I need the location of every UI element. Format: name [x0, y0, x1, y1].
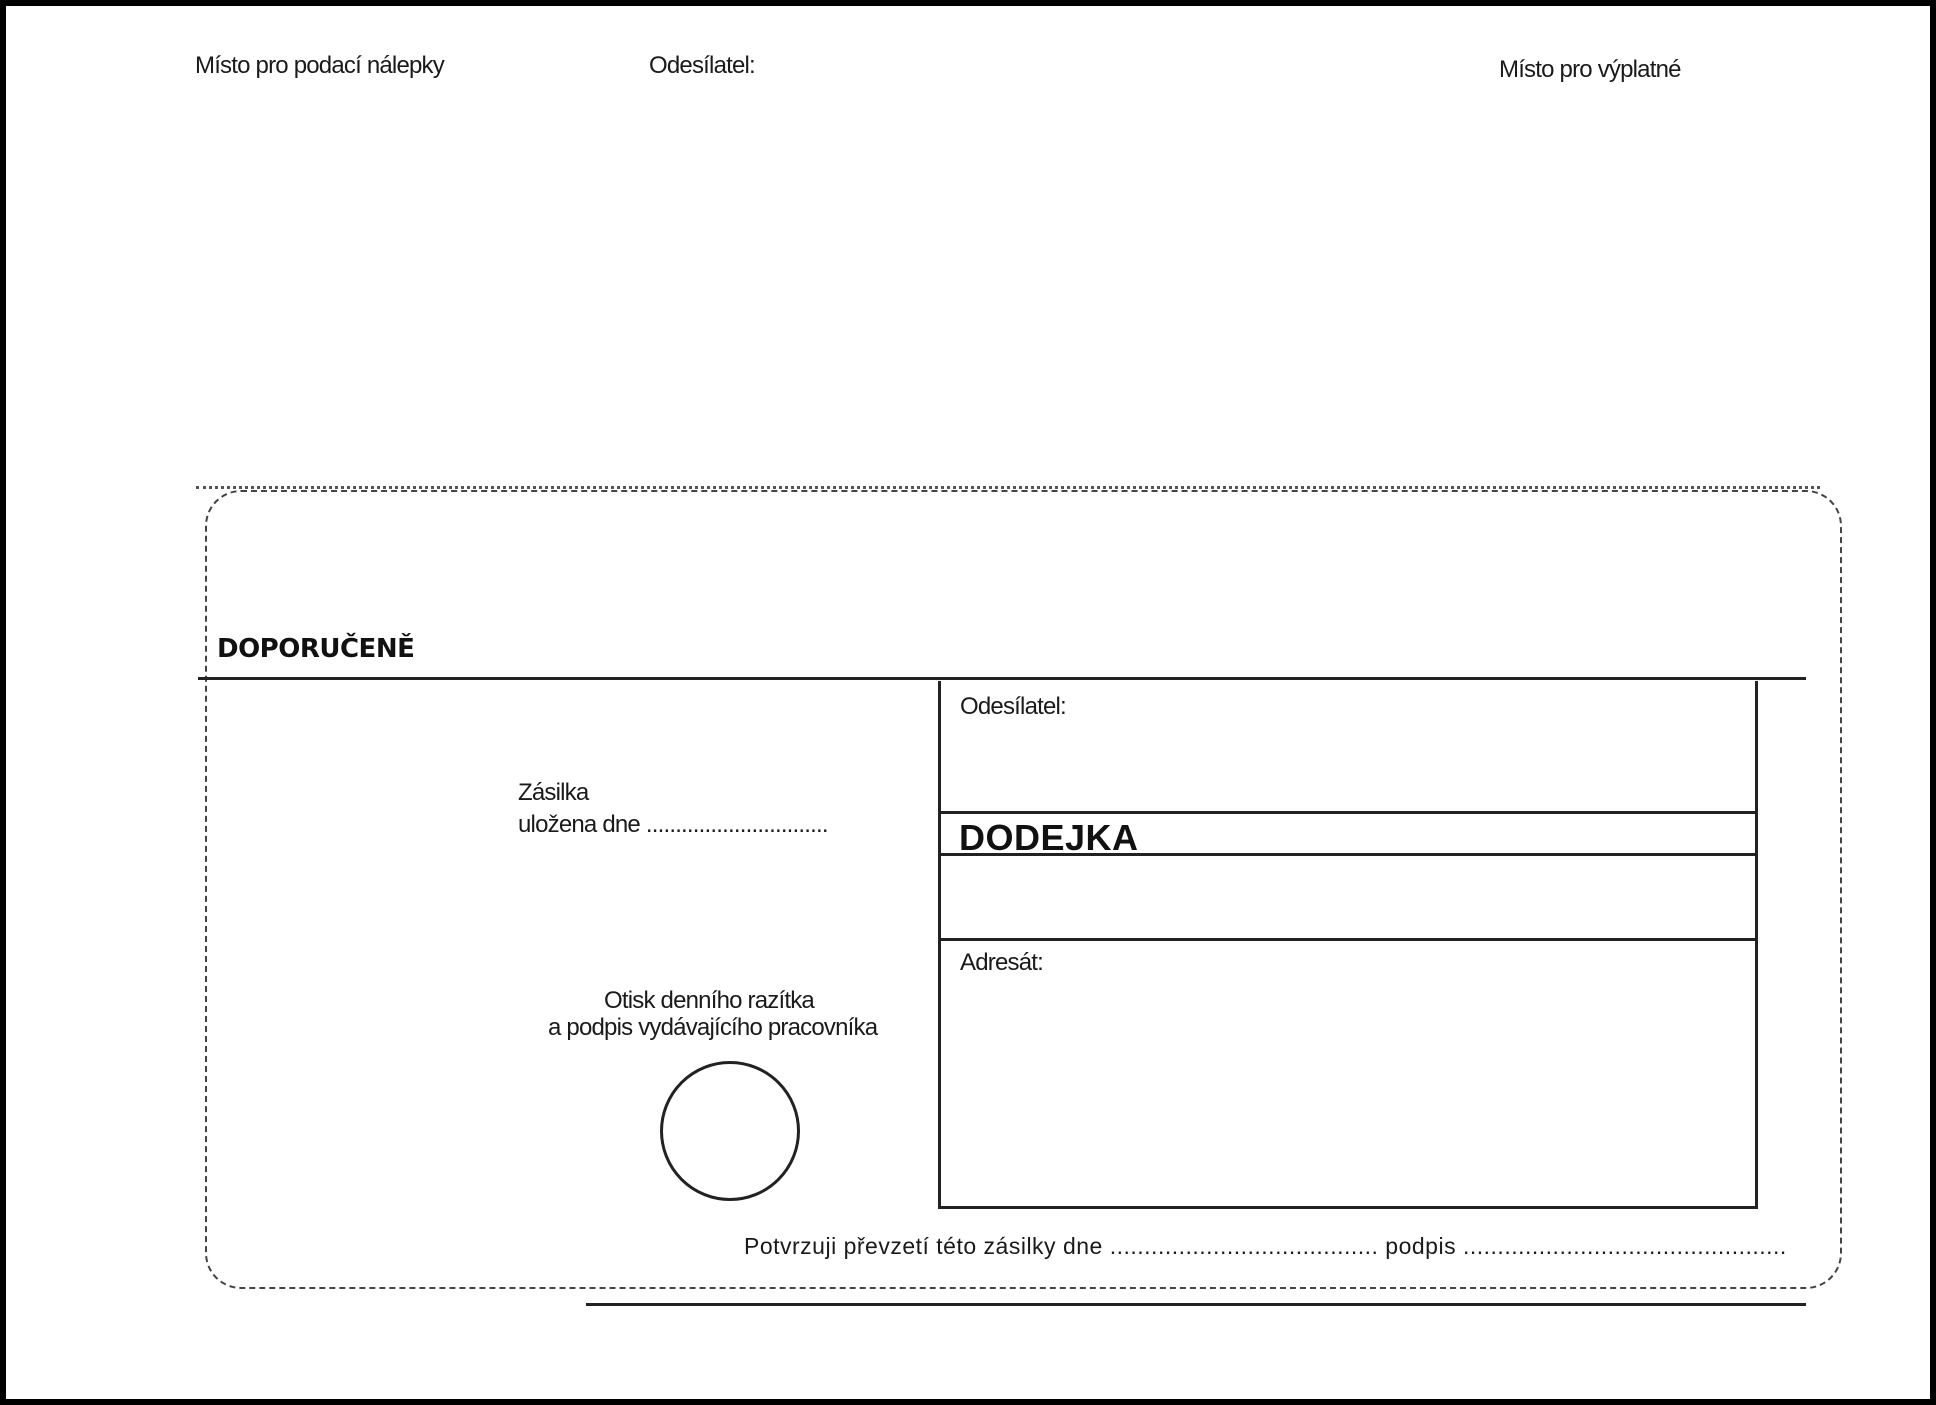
envelope-form: [6, 6, 1930, 1399]
box-divider-3: [938, 938, 1755, 941]
addressee-label: Adresát:: [960, 949, 1043, 976]
stamp-caption-line1: Otisk denního razítka: [604, 987, 814, 1014]
address-box: [938, 681, 1758, 1209]
dodejka-title: DODEJKA: [959, 817, 1139, 858]
stamp-caption-line2: a podpis vydávajícího pracovníka: [548, 1014, 878, 1041]
stamp-circle: [660, 1061, 800, 1201]
stored-date-field: uložena dne ...............................: [518, 811, 828, 838]
stored-label-line1: Zásilka: [518, 779, 589, 806]
registered-label: DOPORUČENĚ: [217, 634, 415, 664]
perforation-line: [196, 486, 1820, 489]
box-divider-1: [938, 811, 1755, 814]
sender-label-box: Odesílatel:: [960, 693, 1066, 720]
confirmation-line: Potvrzuji převzetí této zásilky dne ....................................... podpis ...............................................: [744, 1233, 1787, 1259]
sender-label-top: Odesílatel:: [649, 52, 755, 79]
sticker-area-label: Místo pro podací nálepky: [195, 52, 444, 79]
divider-line: [198, 677, 1806, 680]
postage-area-label: Místo pro výplatné: [1499, 56, 1681, 83]
bottom-rule: [586, 1303, 1806, 1306]
